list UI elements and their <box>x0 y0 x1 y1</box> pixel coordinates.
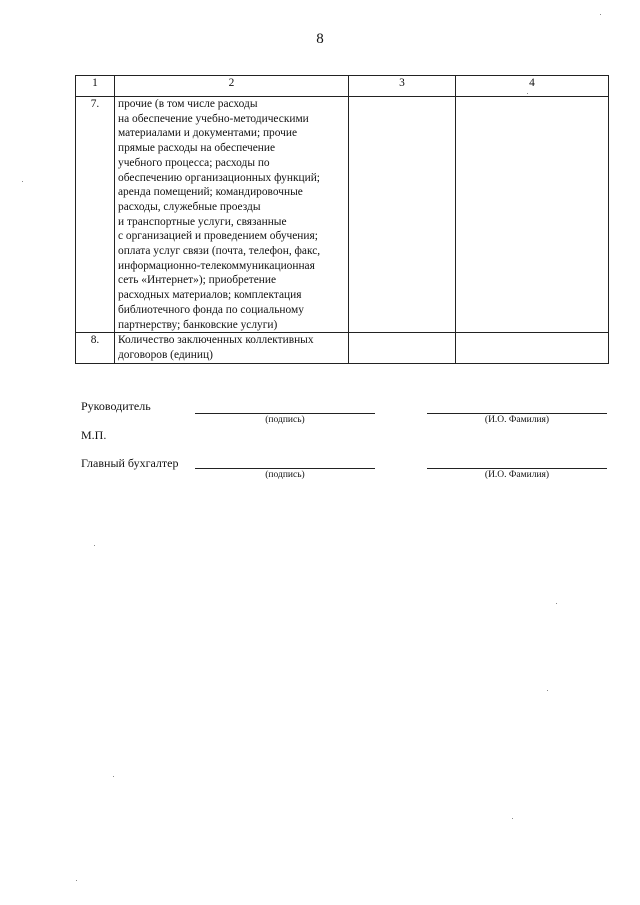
header-col-2: 2 <box>115 76 349 97</box>
description-line: прямые расходы на обеспечение <box>118 142 276 155</box>
description-line: сеть «Интернет»); приобретение <box>118 274 277 287</box>
stamp-label: М.П. <box>81 428 107 442</box>
head-label: Руководитель <box>81 399 151 413</box>
description-line: с организацией и проведением обучения; <box>118 230 318 243</box>
table-header-row <box>76 76 609 97</box>
scan-speck <box>556 603 557 604</box>
description-line: учебного процесса; расходы по <box>118 156 270 169</box>
row-col-4-value <box>456 97 609 333</box>
description-line: материалами и документами; прочие <box>118 127 298 140</box>
description-line: расходных материалов; комплектация <box>118 289 302 302</box>
description-line: Количество заключенных коллективных <box>118 334 314 347</box>
row-col-3-value <box>349 333 456 363</box>
description-line: библиотечного фонда по социальному <box>118 303 304 316</box>
head-name-caption: (И.О. Фамилия) <box>484 415 550 425</box>
scan-speck <box>512 818 513 819</box>
scan-speck <box>600 14 601 15</box>
accountant-label: Главный бухгалтер <box>81 456 179 470</box>
scan-speck <box>547 690 548 691</box>
row-col-3-value <box>349 97 456 333</box>
accountant-name-line <box>427 468 607 469</box>
row-description <box>115 97 349 333</box>
description-line: и транспортные услуги, связанные <box>118 215 287 228</box>
accountant-signature-caption: (подпись) <box>265 470 305 480</box>
accountant-signature-line <box>195 468 375 469</box>
row-col-4-value <box>456 333 609 363</box>
row-number: 7. <box>76 97 115 333</box>
row-number: 8. <box>76 333 115 363</box>
header-col-3: 3 <box>349 76 456 97</box>
row-description <box>115 333 349 363</box>
table-row <box>76 97 609 333</box>
description-line: партнерству; банковские услуги) <box>118 318 278 331</box>
description-line: расходы, служебные проезды <box>118 200 261 213</box>
head-signature-caption: (подпись) <box>265 415 305 425</box>
page-number: 8 <box>316 31 324 47</box>
description-line: договоров (единиц) <box>118 348 213 361</box>
description-line: обеспечению организационных функций; <box>118 171 320 184</box>
scan-speck <box>94 545 95 546</box>
description-line: информационно-телекоммуникационная <box>118 259 315 272</box>
scan-speck <box>76 880 77 881</box>
description-line: оплата услуг связи (почта, телефон, факс, <box>118 245 321 258</box>
report-table <box>75 75 609 364</box>
scan-speck <box>22 181 23 182</box>
description-line: прочие (в том числе расходы <box>118 98 258 110</box>
table-row <box>76 333 609 363</box>
head-signature-line <box>195 413 375 414</box>
description-line: на обеспечение учебно-методическими <box>118 112 309 125</box>
header-col-4: 4 <box>456 76 609 97</box>
description-line: аренда помещений; командировочные <box>118 186 303 199</box>
scan-speck <box>113 776 114 777</box>
header-col-1: 1 <box>76 76 115 97</box>
accountant-name-caption: (И.О. Фамилия) <box>484 470 550 480</box>
scan-speck <box>527 93 528 94</box>
head-name-line <box>427 413 607 414</box>
